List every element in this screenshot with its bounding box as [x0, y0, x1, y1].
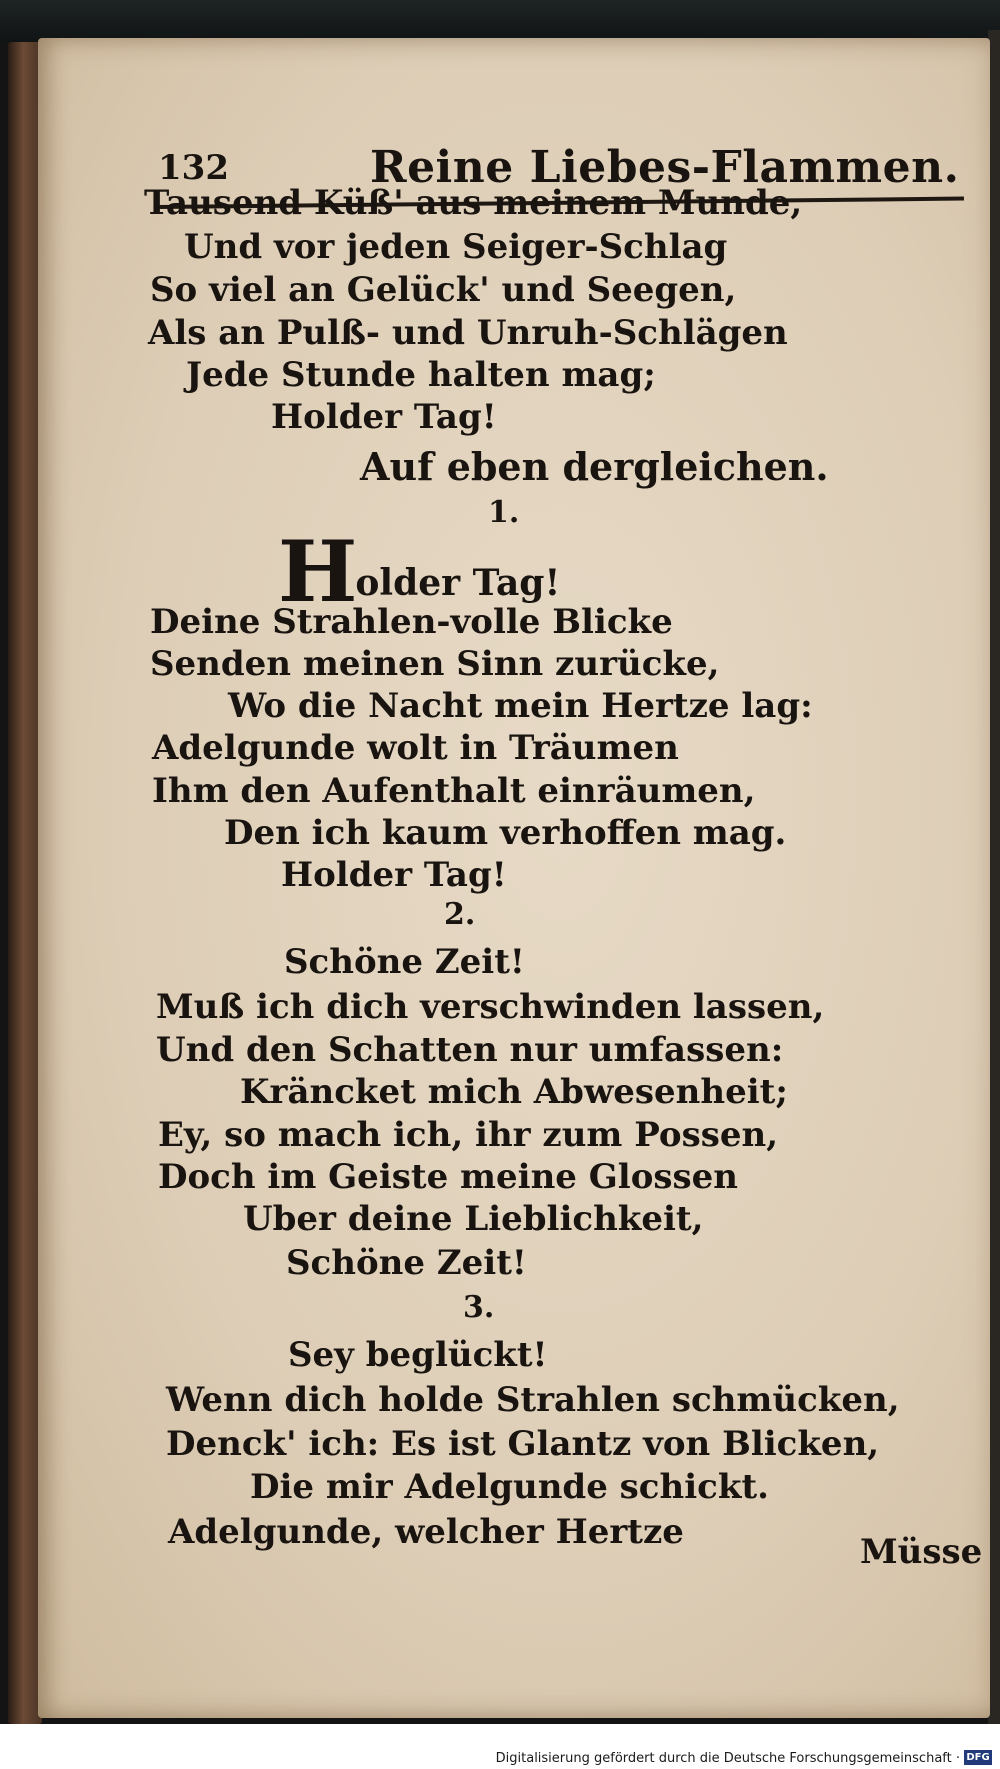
verse-line: Jede Stunde halten mag;: [186, 355, 656, 395]
verse-line: Und den Schatten nur umfassen:: [156, 1030, 784, 1070]
verse-line: Muß ich dich verschwinden lassen,: [156, 987, 825, 1027]
page-number: 132: [158, 148, 229, 188]
stanza-opening: Sey beglückt!: [288, 1335, 548, 1375]
verse-line: Doch im Geiste meine Glossen: [158, 1157, 739, 1197]
verse-line: Senden meinen Sinn zurücke,: [150, 644, 720, 684]
verse-line: Ihm den Aufenthalt einräumen,: [152, 771, 756, 811]
verse-line: Uber deine Lieblichkeit,: [243, 1199, 704, 1239]
verse-line: Ey, so mach ich, ihr zum Possen,: [158, 1115, 779, 1155]
stanza-number: 1.: [488, 495, 520, 530]
verse-line: Die mir Adelgunde schickt.: [250, 1467, 769, 1507]
verse-line: Den ich kaum verhoffen mag.: [224, 813, 787, 853]
drop-capital: H: [278, 522, 356, 621]
book-cover-edge: [8, 42, 42, 1724]
stanza-number: 2.: [444, 897, 476, 932]
verse-line: Wenn dich holde Strahlen schmücken,: [166, 1380, 900, 1420]
verse-line: So viel an Gelück' und Seegen,: [150, 270, 737, 310]
stanza-number: 3.: [463, 1290, 495, 1325]
verse-line: Wo die Nacht mein Hertze lag:: [228, 686, 813, 726]
verse-line: Adelgunde, welcher Hertze: [168, 1512, 684, 1552]
verse-line: Adelgunde wolt in Träumen: [152, 728, 679, 768]
verse-line: Holder Tag!: [281, 855, 507, 895]
poem-title: Auf eben dergleichen.: [360, 444, 829, 489]
verse-line: Kräncket mich Abwesenheit;: [240, 1072, 788, 1112]
catchword: Müsse: [860, 1532, 983, 1572]
digitization-credit: Digitalisierung gefördert durch die Deutsche Forschungsgemeinschaft ·: [495, 1751, 960, 1766]
verse-line: Tausend Küß' aus meinem Munde,: [144, 183, 803, 223]
stanza-opening: Schöne Zeit!: [284, 942, 525, 982]
running-head: Reine Liebes-Flammen.: [370, 142, 960, 193]
stanza-opening-text: older Tag!: [355, 562, 561, 604]
verse-line: Und vor jeden Seiger-Schlag: [184, 227, 728, 267]
dfg-logo: DFG: [964, 1750, 992, 1765]
verse-line: Schöne Zeit!: [286, 1243, 527, 1283]
book-page: [38, 38, 990, 1718]
verse-line: Deine Strahlen-volle Blicke: [150, 602, 673, 642]
verse-line: Holder Tag!: [271, 397, 497, 437]
scan-top-band: [0, 0, 1000, 42]
verse-line: Als an Pulß- und Unruh-Schlägen: [148, 313, 788, 353]
verse-line: Denck' ich: Es ist Glantz von Blicken,: [166, 1424, 880, 1464]
stanza-opening: [278, 522, 561, 621]
